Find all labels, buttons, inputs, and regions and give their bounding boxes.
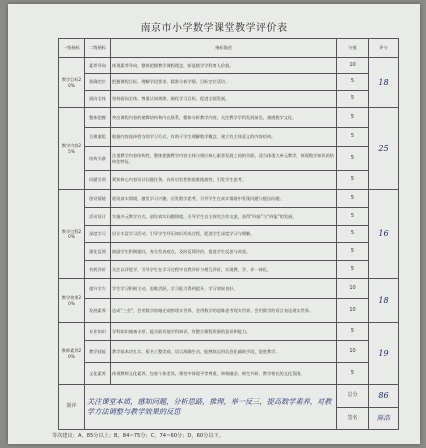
comment-label: 简评 xyxy=(59,385,85,430)
points-value: 5 xyxy=(337,190,369,208)
handwritten-score: 25 xyxy=(369,108,399,190)
table-row xyxy=(59,91,399,108)
table-row xyxy=(59,341,399,363)
sub-indicator: 有机评价 xyxy=(85,261,111,279)
sub-indicator: 强化反馈 xyxy=(85,243,111,261)
table-row xyxy=(59,243,399,261)
points-value: 10 xyxy=(337,341,369,363)
total-label: 总分 xyxy=(337,385,369,408)
handwritten-score: 16 xyxy=(369,190,399,279)
form-title: 南京市小学数学课堂教学评价表 xyxy=(140,23,288,34)
sub-indicator: 创设情境 xyxy=(85,190,111,208)
indicator-description: 体现教师文化素养，包容个体差异，课堂中体现平等尊重、和谐融洽、师生共研、教学相长的文化氛围。 xyxy=(111,363,337,385)
header-score: 评分 xyxy=(369,39,399,58)
handwritten-score: 18 xyxy=(369,58,399,108)
sub-indicator: 面向全体 xyxy=(85,91,111,108)
table-row xyxy=(59,279,399,299)
indicator-description: 鼓励学生积极提问，充分发表观点，及时反馈评价，促进学生反思与改进。 xyxy=(111,243,337,261)
indicator-description: 创设真实情境，激发学习兴趣，启发数学思考，引导学生在真实情境中发现问题与提出问题。 xyxy=(111,190,337,208)
indicator-description: 学科知识储备丰厚，能关联其他学科知识，有整合课程资源的意识和能力。 xyxy=(111,323,337,341)
table-row xyxy=(59,208,399,226)
evaluator-label: 签名 xyxy=(337,408,369,430)
indicator-description: 学生学习积极主动，思维活跃，学习能力得到提升，学习效果良好。 xyxy=(111,279,337,299)
indicator-description: 把握课程目标，理解学段要求，精准分析学情，目标定位适切。 xyxy=(111,74,337,91)
sub-indicator: 文化素养 xyxy=(85,363,111,385)
indicator-description: 紧扣核心内容设计问题任务，具有启发性和思维挑战性，引发学生思考。 xyxy=(111,171,337,190)
table-row xyxy=(59,147,399,171)
sub-indicator: 问题引领 xyxy=(85,171,111,190)
group-label: 教学内容25% xyxy=(59,108,85,190)
sub-indicator: 教学技能 xyxy=(85,341,111,363)
sub-indicator: 合理重组 xyxy=(85,128,111,147)
sub-indicator: 深度学习 xyxy=(85,226,111,243)
points-value: 5 xyxy=(337,261,369,279)
evaluation-form-paper xyxy=(8,4,420,444)
points-value: 5 xyxy=(337,128,369,147)
points-value: 5 xyxy=(337,108,369,128)
handwritten-score: 19 xyxy=(369,323,399,385)
sub-indicator: 提升学力 xyxy=(85,279,111,299)
indicator-description: 设计丰富学习活动，引导学生经历知识形成过程，促进学生深度学习与理解。 xyxy=(111,226,337,243)
indicator-description: 达成“三会”，会用数学的眼光观察现实世界，会用数学的思维思考现实世界，会用数学的语言表达现实世界。 xyxy=(111,299,337,323)
table-row xyxy=(59,58,399,74)
points-value: 5 xyxy=(337,208,369,226)
points-value: 5 xyxy=(337,171,369,190)
table-row xyxy=(59,226,399,243)
header-points: 分值 xyxy=(337,39,369,58)
points-value: 5 xyxy=(337,363,369,385)
evaluation-table xyxy=(58,38,399,430)
header-level1: 一级指标 xyxy=(59,39,85,58)
table-row xyxy=(59,171,399,190)
points-value: 5 xyxy=(337,147,369,171)
sub-indicator: 结构关联 xyxy=(85,147,111,171)
points-value: 5 xyxy=(337,323,369,341)
indicator-description: 根据内容选择恰当的学习方式，有助于学生理解数学概念，建立有主体意义的内容结构。 xyxy=(111,128,337,147)
sub-indicator: 发展素养 xyxy=(85,299,111,323)
indicator-description: 注重教学内容结构性，整体把握教学内容主线与相应核心素养发展之间的关联，适当体现大单元教学，体现数学知识的结构化特征。 xyxy=(111,147,337,171)
table-row xyxy=(59,128,399,147)
points-value: 10 xyxy=(337,299,369,323)
group-label: 教学目标20% xyxy=(59,58,85,108)
table-row xyxy=(59,363,399,385)
table-header-row xyxy=(59,39,399,58)
table-row xyxy=(59,261,399,279)
sub-indicator: 专业知识 xyxy=(85,323,111,341)
handwritten-total: 86 xyxy=(369,385,399,408)
table-row xyxy=(59,190,399,208)
indicator-description: 突出课程内容的逻辑结构和内在联系，整体分析教学内容，关注教学学科发展前沿，渗透数学文化。 xyxy=(111,108,337,128)
handwritten-score: 18 xyxy=(369,279,399,323)
header-level2: 二级指标 xyxy=(85,39,111,58)
group-label: 教学效果20% xyxy=(59,279,85,323)
sub-indicator: 准确定位 xyxy=(85,74,111,91)
indicator-description: 关注以评促学，引导学生在学习过程中自我评价与相互评价，实现教、学、评一体化。 xyxy=(111,261,337,279)
sub-indicator: 活动设计 xyxy=(85,208,111,226)
sub-indicator: 整体把握 xyxy=(85,108,111,128)
table-row xyxy=(59,74,399,91)
group-label: 教师素养20% xyxy=(59,323,85,385)
table-row xyxy=(59,299,399,323)
points-value: 5 xyxy=(337,226,369,243)
indicator-description: 实施多元教学方式，创设真实问题情境，引导学生自主探究合作交流，获得“四基”与“四能”的发展。 xyxy=(111,208,337,226)
indicator-description: 坚持面向全体，尊重认知规律，细化学习目标，促进全面发展。 xyxy=(111,91,337,108)
points-value: 5 xyxy=(337,243,369,261)
table-row xyxy=(59,108,399,128)
points-value: 10 xyxy=(337,58,369,74)
sub-indicator: 素养导向 xyxy=(85,58,111,74)
handwritten-comment: 关注课堂本质，感知问题，分析思路，推理，举一反三，提高数学素养，对教学方法调整与教学效果的反思 xyxy=(85,385,337,430)
evaluator-signature: 陈浩 xyxy=(369,408,399,430)
indicator-description: 教学基本功扎实，板书工整美观，语言准确生动，能熟练运用信息化辅助手段，促进教学。 xyxy=(111,341,337,363)
indicator-description: 体现素养导向，整体把握教学课程理念，彰显数学学科育人价值。 xyxy=(111,58,337,74)
comment-row xyxy=(59,385,399,408)
points-value: 10 xyxy=(337,279,369,299)
group-label: 教学过程20% xyxy=(59,190,85,279)
table-row xyxy=(59,323,399,341)
points-value: 5 xyxy=(337,74,369,91)
grading-footer: 等次建议：A，85分以上；B，84~75分；C，74~60分；D，60分以下。 xyxy=(52,433,224,439)
points-value: 5 xyxy=(337,91,369,108)
header-description: 指标描述 xyxy=(111,39,337,58)
